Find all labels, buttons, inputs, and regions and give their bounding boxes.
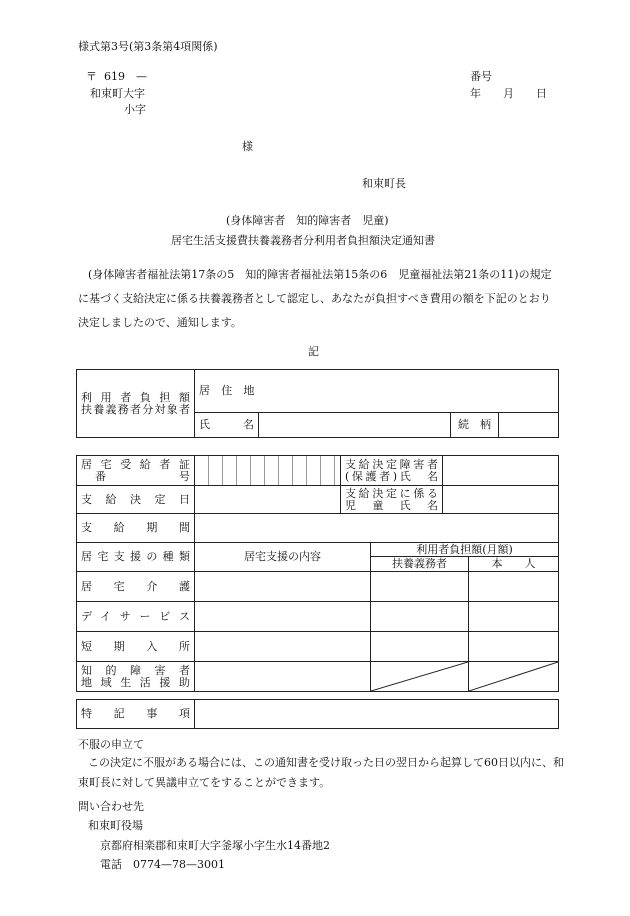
support-type-header: 居宅支援の種類: [77, 543, 195, 572]
burden-self-header: 本 人: [469, 557, 559, 572]
addressee-suffix: 様: [242, 140, 253, 153]
target-label-line-1: 利用者負担額: [81, 390, 190, 404]
row-day-service: デイサービス: [77, 602, 195, 632]
relation-value[interactable]: [499, 413, 559, 438]
period-label: 支給期間: [77, 514, 195, 543]
document-title-line-1: (身体障害者 知的障害者 児童): [226, 214, 389, 227]
burden-header: 利用者負担額(月額): [371, 543, 559, 557]
contact-office: 和束町役場: [88, 819, 143, 832]
objection-heading: 不服の申立て: [78, 738, 144, 751]
child-label-line-2: 児童氏名: [345, 498, 438, 512]
remarks-value[interactable]: [195, 700, 559, 729]
day-service-content[interactable]: [195, 602, 371, 632]
contact-address: 京都府相楽郡和束町大字釜塚小字生水14番地2: [100, 839, 330, 852]
postal-mark: 〒: [86, 70, 97, 83]
relation-label: 続 柄: [451, 413, 499, 438]
document-title-line-2: 居宅生活支援費扶養義務者分利用者負担額決定通知書: [171, 234, 435, 247]
short-stay-content[interactable]: [195, 632, 371, 662]
period-value[interactable]: [195, 514, 559, 543]
community-label-line-1: 知的障害者: [81, 663, 190, 677]
diagonal-strike-line: [371, 662, 468, 691]
day-service-self-amount[interactable]: [469, 602, 559, 632]
community-label-line-2: 地域生活援助: [81, 675, 190, 689]
objection-text: この決定に不服がある場合には、この通知書を受け取った日の翌日から起算して60日以内に、和束町長に対して異議申立てをすることができます。: [78, 756, 564, 789]
row-home-care: 居宅介護: [77, 572, 195, 602]
remarks-table: [76, 699, 559, 729]
body-paragraph: (身体障害者福祉法第17条の5 知的障害者福祉法第15条の6 児童福祉法第21条の11)の規定に基づく支給決定に係る扶養義務者として認定し、あなたが負担すべき費用の額を下記のとおり決定しましたので、通知します。: [78, 268, 552, 329]
diagonal-strike-line: [469, 662, 558, 691]
community-self-amount-struck: [469, 662, 559, 692]
decision-date-label: 支給決定日: [77, 486, 195, 514]
address-line-1: 和束町大字: [90, 87, 145, 100]
support-table: [76, 455, 559, 692]
short-stay-self-amount[interactable]: [469, 632, 559, 662]
decision-date-value[interactable]: [195, 486, 341, 514]
row-short-stay: 短期入所: [77, 632, 195, 662]
community-guardian-amount-struck: [371, 662, 469, 692]
day-service-guardian-amount[interactable]: [371, 602, 469, 632]
short-stay-guardian-amount[interactable]: [371, 632, 469, 662]
residence-label: 居住地: [195, 370, 259, 413]
name-value[interactable]: [259, 413, 451, 438]
row-community-living-support: [77, 662, 195, 692]
support-content-header: 居宅支援の内容: [195, 543, 371, 572]
contact-heading: 問い合わせ先: [78, 800, 144, 813]
guardian-name-value[interactable]: [443, 456, 559, 486]
contact-phone: 電話 0774—78—3001: [100, 858, 225, 871]
child-name-label: [341, 486, 443, 514]
date-label: 年 月 日: [470, 87, 547, 100]
remarks-label: 特記事項: [77, 700, 195, 729]
name-label: 氏 名: [195, 413, 259, 438]
child-name-value[interactable]: [443, 486, 559, 514]
home-care-self-amount[interactable]: [469, 572, 559, 602]
child-label-line-1: 支給決定に係る: [345, 486, 438, 500]
ki-marker: 記: [308, 345, 319, 358]
target-label-cell: [77, 370, 195, 438]
burden-guardian-header: 扶養義務者: [371, 557, 469, 572]
residence-value[interactable]: [259, 370, 559, 413]
certificate-label: [77, 456, 195, 486]
target-label-line-2: 扶養義務者分対象者: [81, 402, 190, 416]
postal-code: 619 —: [104, 70, 147, 83]
address-line-2: 小字: [124, 103, 146, 116]
home-care-guardian-amount[interactable]: [371, 572, 469, 602]
community-support-content[interactable]: [195, 662, 371, 692]
home-care-content[interactable]: [195, 572, 371, 602]
number-label: 番号: [470, 70, 492, 83]
certificate-number-field[interactable]: [195, 456, 341, 486]
certificate-label-line-1: 居宅受給者証: [81, 457, 190, 471]
certificate-label-line-2: 番号: [95, 469, 190, 483]
guardian-name-label: [341, 456, 443, 486]
form-number: 様式第3号(第3条第4項関係): [78, 40, 218, 53]
target-person-table: [76, 369, 559, 438]
guardian-label-line-2: (保護者)氏 名: [345, 469, 438, 483]
issuer: 和束町長: [362, 177, 406, 190]
guardian-label-line-1: 支給決定障害者: [345, 457, 438, 471]
